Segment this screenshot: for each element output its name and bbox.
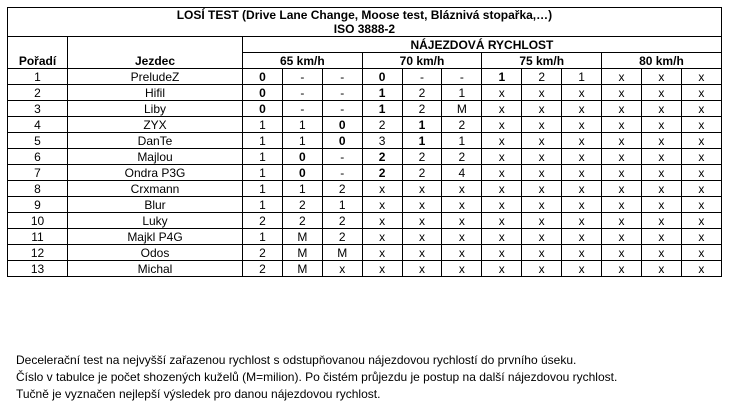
table-row [8,149,722,165]
result-cell: - [322,69,362,85]
table-row [8,101,722,117]
result-cell: 0 [362,69,402,85]
speed-header-65: 65 km/h [243,53,363,69]
result-cell: M [282,261,322,277]
result-cell: x [562,181,602,197]
speed-header-75: 75 km/h [482,53,602,69]
speed-group-header: NÁJEZDOVÁ RYCHLOST [243,37,722,53]
result-cell: 2 [243,261,283,277]
table-row [8,261,722,277]
result-cell: x [602,229,642,245]
result-cell: x [442,261,482,277]
result-cell: - [322,101,362,117]
result-cell: - [322,165,362,181]
result-cell: 1 [442,85,482,101]
result-cell: x [602,213,642,229]
result-cell: 0 [243,69,283,85]
result-cell: x [681,69,721,85]
result-cell: x [602,245,642,261]
header-row-2 [8,53,722,69]
result-cell: x [681,245,721,261]
result-cell: x [602,197,642,213]
result-cell: x [602,181,642,197]
result-cell: x [402,181,442,197]
result-cell: - [442,69,482,85]
title-line-1: LOSÍ TEST (Drive Lane Change, Moose test, Bláznivá stopařka,…) [176,8,553,22]
result-cell: 1 [243,117,283,133]
result-cell: 2 [243,245,283,261]
result-cell: 2 [282,197,322,213]
table-row [8,133,722,149]
rider-name-cell: Liby [68,101,243,117]
result-cell: x [482,261,522,277]
result-cell: x [641,165,681,181]
result-cell: x [602,133,642,149]
result-cell: x [442,213,482,229]
result-cell: x [562,149,602,165]
result-cell: x [641,69,681,85]
result-cell: 2 [282,213,322,229]
results-sheet [7,7,722,401]
result-cell: x [562,245,602,261]
result-cell: x [482,133,522,149]
result-cell: 2 [322,213,362,229]
result-cell: - [402,69,442,85]
result-cell: 1 [243,149,283,165]
result-cell: 1 [442,133,482,149]
result-cell: x [482,117,522,133]
result-cell: x [641,261,681,277]
table-row [8,245,722,261]
table-row [8,213,722,229]
rider-name-cell: DanTe [68,133,243,149]
rider-name-cell: Majkl P4G [68,229,243,245]
result-cell: x [362,245,402,261]
result-cell: 3 [362,133,402,149]
result-cell: M [322,245,362,261]
result-cell: x [362,181,402,197]
result-cell: x [442,245,482,261]
result-cell: x [681,149,721,165]
result-cell: x [482,197,522,213]
result-cell: x [522,245,562,261]
result-cell: 1 [402,117,442,133]
result-cell: x [442,197,482,213]
result-cell: x [602,85,642,101]
result-cell: x [522,149,562,165]
rank-cell: 2 [8,85,68,101]
result-cell: 1 [482,69,522,85]
result-cell: 2 [243,213,283,229]
result-cell: x [482,101,522,117]
speed-header-70: 70 km/h [362,53,482,69]
rank-cell: 8 [8,181,68,197]
table-title [8,8,722,37]
result-cell: M [282,245,322,261]
result-cell: 2 [402,149,442,165]
result-cell: 1 [243,165,283,181]
header-row-1 [8,37,722,53]
speed-header-80: 80 km/h [602,53,722,69]
result-cell: x [641,85,681,101]
result-cell: 0 [243,101,283,117]
result-cell: x [681,197,721,213]
result-cell: - [282,85,322,101]
table-row [8,197,722,213]
result-cell: x [681,229,721,245]
result-cell: x [681,85,721,101]
result-cell: 2 [362,117,402,133]
result-cell: x [562,229,602,245]
result-cell: 2 [322,181,362,197]
result-cell: x [641,101,681,117]
result-cell: x [362,261,402,277]
table-row [8,117,722,133]
result-cell: - [282,69,322,85]
result-cell: 1 [402,133,442,149]
result-cell: x [681,101,721,117]
rank-cell: 7 [8,165,68,181]
result-cell: x [482,229,522,245]
rider-name-cell: Crxmann [68,181,243,197]
rider-name-cell: Ondra P3G [68,165,243,181]
result-cell: 1 [362,101,402,117]
result-cell: x [402,261,442,277]
result-cell: 1 [362,85,402,101]
table-row [8,69,722,85]
result-cell: 1 [562,69,602,85]
result-cell: 2 [402,165,442,181]
notes [16,352,617,403]
result-cell: x [562,197,602,213]
result-cell: 2 [322,229,362,245]
result-cell: x [681,181,721,197]
result-cell: - [322,85,362,101]
table-row [8,229,722,245]
result-cell: x [482,149,522,165]
rider-name-cell: Odos [68,245,243,261]
result-cell: x [602,261,642,277]
result-cell: x [322,261,362,277]
result-cell: x [522,261,562,277]
result-cell: 0 [322,117,362,133]
note-line: Číslo v tabulce je počet shozených kuželů (M=milion). Po čistém průjezdu je postup na další nájezdovou rychlost. [16,370,618,384]
rider-header-top [68,37,243,53]
rider-name-cell: Blur [68,197,243,213]
result-cell: x [681,261,721,277]
result-cell: x [562,117,602,133]
result-cell: x [522,117,562,133]
result-cell: x [522,197,562,213]
result-cell: x [641,229,681,245]
rider-name-cell: Hifil [68,85,243,101]
result-cell: 0 [243,85,283,101]
result-cell: x [402,245,442,261]
result-cell: x [602,165,642,181]
result-cell: x [402,229,442,245]
rank-cell: 4 [8,117,68,133]
result-cell: x [641,197,681,213]
result-cell: x [362,229,402,245]
result-cell: x [482,165,522,181]
rider-name-cell: Michal [68,261,243,277]
results-table [7,7,722,277]
result-cell: x [681,133,721,149]
result-cell: 1 [282,133,322,149]
rank-cell: 11 [8,229,68,245]
table-row [8,165,722,181]
result-cell: 2 [442,149,482,165]
result-cell: 2 [402,101,442,117]
result-cell: M [282,229,322,245]
rank-cell: 3 [8,101,68,117]
result-cell: x [602,69,642,85]
result-cell: x [482,245,522,261]
result-cell: x [641,213,681,229]
table-row [8,85,722,101]
result-cell: 1 [243,197,283,213]
rank-cell: 10 [8,213,68,229]
rider-name-cell: PreludeZ [68,69,243,85]
result-cell: x [362,197,402,213]
result-cell: 1 [243,229,283,245]
result-cell: 4 [442,165,482,181]
result-cell: x [442,181,482,197]
result-cell: x [641,245,681,261]
rank-cell: 1 [8,69,68,85]
rider-name-cell: Majlou [68,149,243,165]
rank-cell: 6 [8,149,68,165]
rank-cell: 5 [8,133,68,149]
result-cell: 1 [322,197,362,213]
rider-name-cell: Luky [68,213,243,229]
result-cell: 2 [522,69,562,85]
result-cell: 1 [243,133,283,149]
result-cell: 2 [362,165,402,181]
note-line: Tučně je vyznačen nejlepší výsledek pro danou nájezdovou rychlost. [16,387,381,401]
result-cell: 1 [282,117,322,133]
rank-header-top [8,37,68,53]
result-cell: x [442,229,482,245]
result-cell: x [562,261,602,277]
result-cell: x [482,85,522,101]
title-row [8,8,722,37]
result-cell: x [522,181,562,197]
result-cell: x [402,213,442,229]
result-cell: x [522,101,562,117]
note-line: Decelerační test na nejvyšší zařazenou rychlost s odstupňovanou nájezdovou rychlostí do prvního úseku. [16,353,577,367]
result-cell: x [681,117,721,133]
result-cell: x [562,133,602,149]
result-cell: 2 [442,117,482,133]
result-cell: - [282,101,322,117]
rank-cell: 13 [8,261,68,277]
result-cell: 0 [282,165,322,181]
result-cell: x [522,85,562,101]
result-cell: x [362,213,402,229]
rider-header: Jezdec [68,53,243,69]
rank-cell: 9 [8,197,68,213]
result-cell: x [602,149,642,165]
result-cell: x [641,133,681,149]
result-cell: x [562,85,602,101]
rider-name-cell: ZYX [68,117,243,133]
result-cell: x [641,181,681,197]
result-cell: 1 [282,181,322,197]
table-row [8,181,722,197]
result-cell: x [641,117,681,133]
result-cell: 0 [322,133,362,149]
result-cell: x [681,213,721,229]
result-cell: 0 [282,149,322,165]
result-cell: x [681,165,721,181]
result-cell: x [641,149,681,165]
result-cell: x [402,197,442,213]
result-cell: M [442,101,482,117]
result-cell: x [602,101,642,117]
result-cell: 2 [362,149,402,165]
result-cell: x [522,213,562,229]
result-cell: x [482,213,522,229]
result-cell: x [562,165,602,181]
result-cell: x [562,213,602,229]
result-cell: x [482,181,522,197]
result-cell: x [562,101,602,117]
result-cell: x [522,165,562,181]
result-cell: - [322,149,362,165]
title-line-2: ISO 3888-2 [333,22,396,36]
result-cell: 1 [243,181,283,197]
result-cell: x [602,117,642,133]
rank-header: Pořadí [8,53,68,69]
result-cell: x [522,229,562,245]
result-cell: 2 [402,85,442,101]
rank-cell: 12 [8,245,68,261]
result-cell: x [522,133,562,149]
